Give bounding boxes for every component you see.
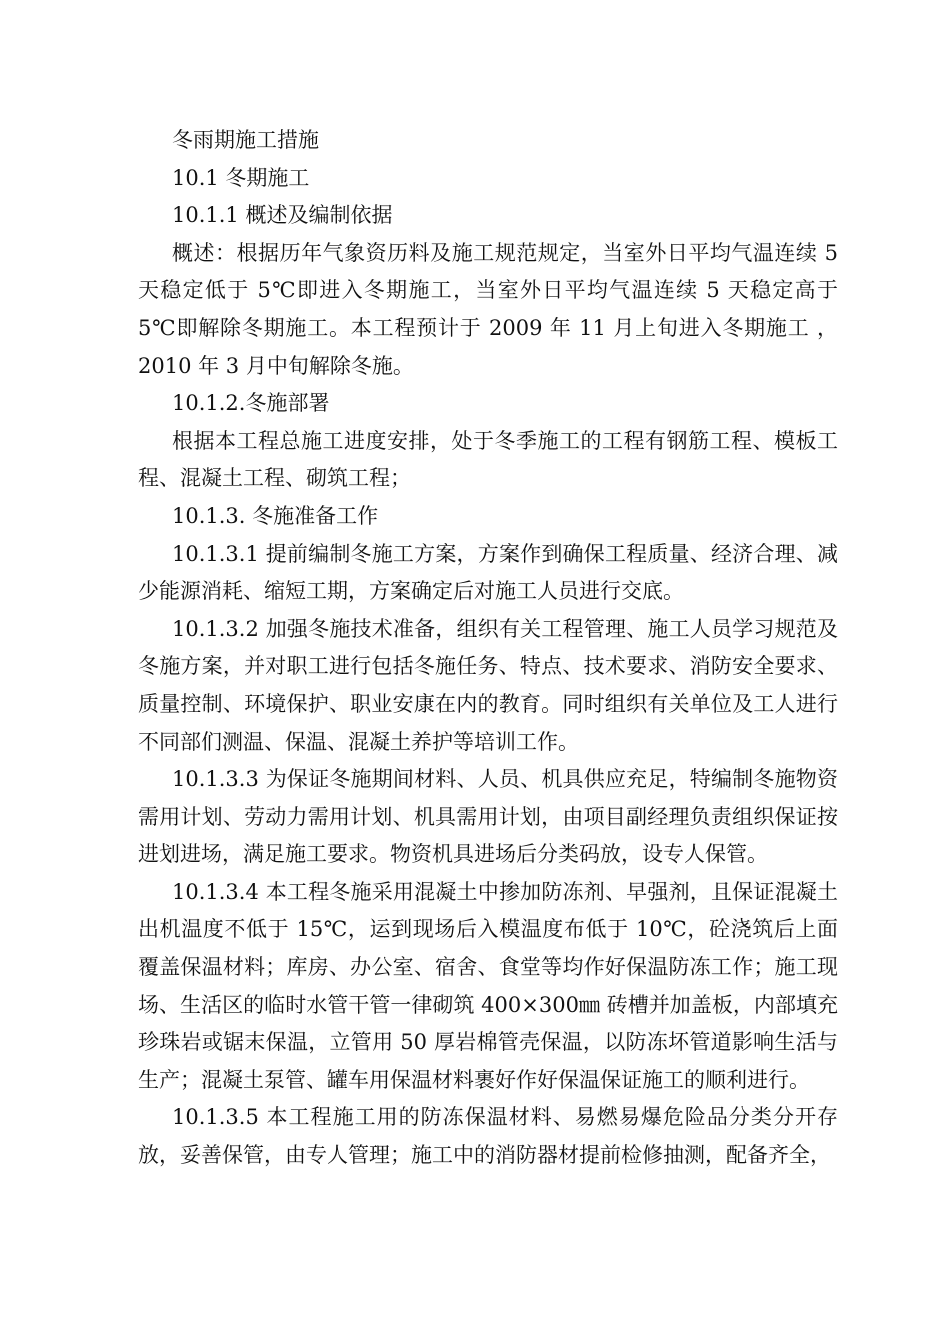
document-body [138, 122, 838, 1175]
paragraph-item-10-1-3-3: 10.1.3.3 为保证冬施期间材料、人员、机具供应充足，特编制冬施物资需用计划、劳动力需用计划、机具需用计划，由项目副经理负责组织保证按进划进场，满足施工要求。物资机具进场后分类码放，设专人保管。 [138, 767, 838, 867]
paragraph-item-10-1-3-1: 10.1.3.1 提前编制冬施工方案，方案作到确保工程质量、经济合理、减少能源消耗、缩短工期，方案确定后对施工人员进行交底。 [138, 541, 838, 604]
section-heading-10-1: 10.1 冬期施工 [172, 165, 310, 190]
paragraph-overview: 概述：根据历年气象资历料及施工规范规定，当室外日平均气温连续 5 天稳定低于 5℃即进入冬期施工，当室外日平均气温连续 5 天稳定高于 5℃即解除冬期施工。本工程预计于 2009 年 11 月上旬进入冬期施工 ，2010 年 3 月中旬解除冬施。 [138, 240, 838, 378]
document-title: 冬雨期施工措施 [172, 128, 319, 152]
paragraph-deployment: 根据本工程总施工进度安排，处于冬季施工的工程有钢筋工程、模板工程、混凝土工程、砌筑工程； [138, 428, 838, 491]
paragraph-item-10-1-3-5: 10.1.3.5 本工程施工用的防冻保温材料、易燃易爆危险品分类分开存放，妥善保管，由专人管理；施工中的消防器材提前检修抽测，配备齐全， [138, 1105, 838, 1168]
paragraph-item-10-1-3-4: 10.1.3.4 本工程冬施采用混凝土中掺加防冻剂、早强剂，且保证混凝土出机温度不低于 15℃，运到现场后入模温度布低于 10℃，砼浇筑后上面覆盖保温材料；库房、办公室、宿舍、食堂等均作好保温防冻工作；施工现场、生活区的临时水管干管一律砌筑 400×300㎜ 砖槽并加盖板，内部填充珍珠岩或锯末保温，立管用 50 厚岩棉管壳保温，以防冻坏管道影响生活与生产；混凝土泵管、罐车用保温材料裹好作好保温保证施工的顺利进行。 [138, 879, 838, 1092]
paragraph-item-10-1-3-2: 10.1.3.2 加强冬施技术准备，组织有关工程管理、施工人员学习规范及冬施方案，并对职工进行包括冬施任务、特点、技术要求、消防安全要求、质量控制、环境保护、职业安康在内的教育。同时组织有关单位及工人进行不同部们测温、保温、混凝土养护等培训工作。 [138, 616, 838, 754]
section-heading-10-1-3: 10.1.3. 冬施准备工作 [172, 503, 379, 528]
section-heading-10-1-1: 10.1.1 概述及编制依据 [172, 203, 393, 228]
section-heading-10-1-2: 10.1.2.冬施部署 [172, 391, 330, 416]
